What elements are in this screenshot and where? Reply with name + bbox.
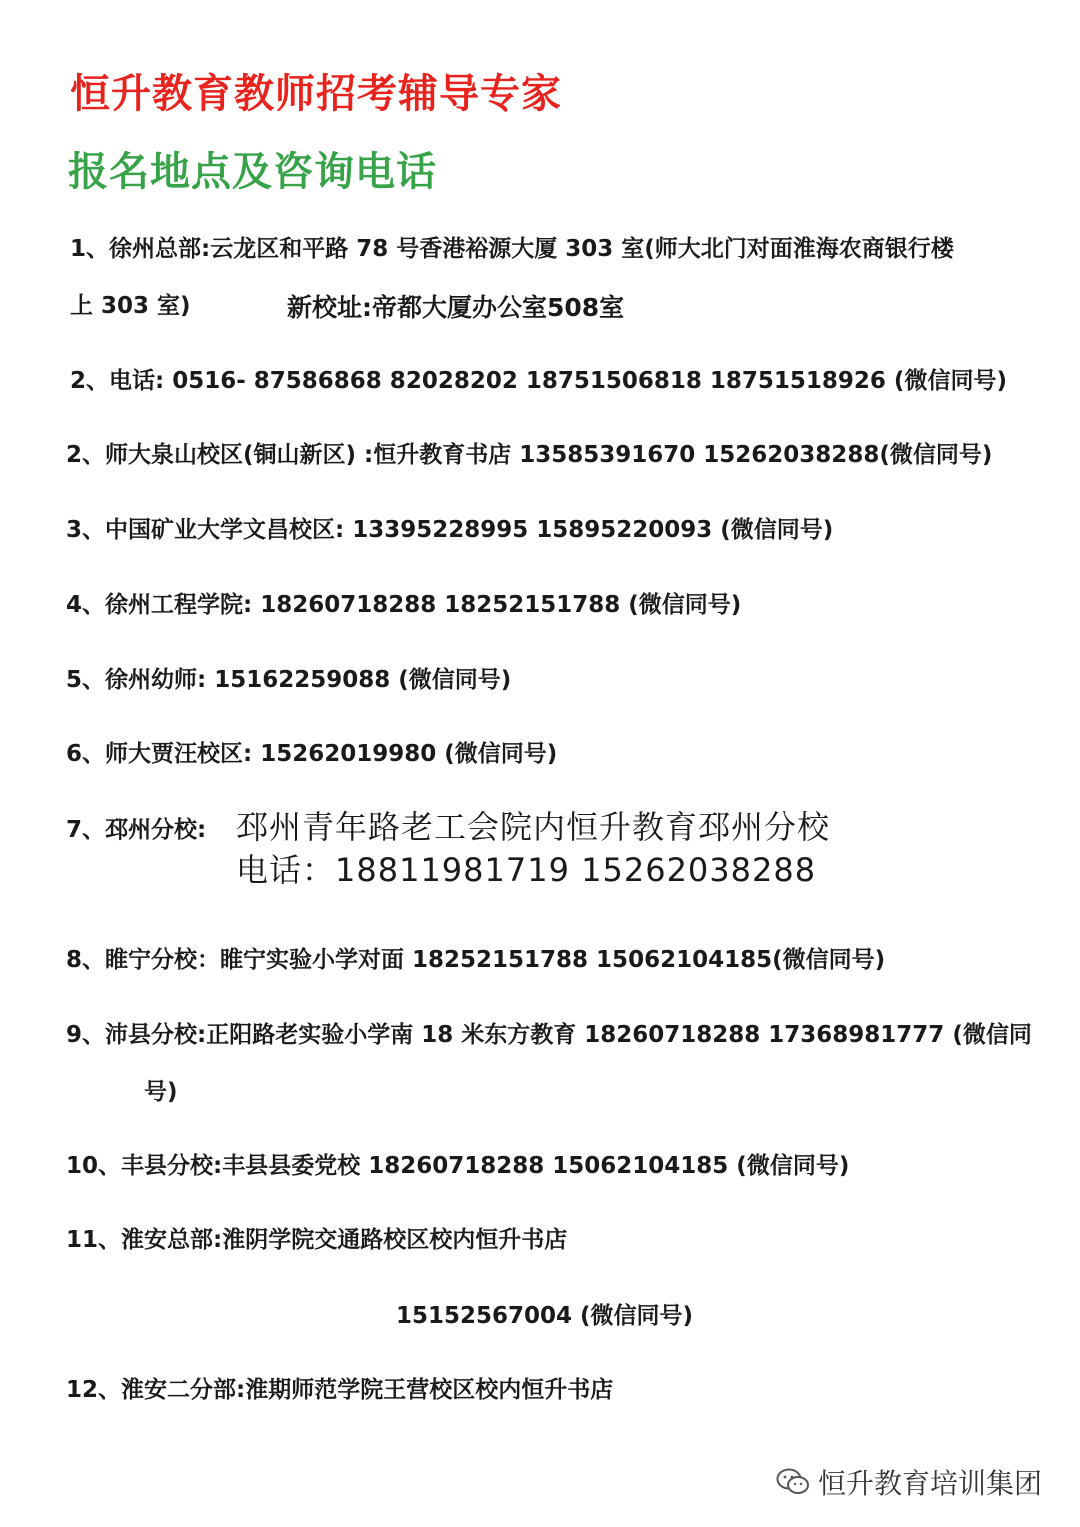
entry-7-phone: 电话：18811981719 15262038288 bbox=[236, 851, 817, 889]
entry-8: 8、睢宁分校：睢宁实验小学对面 18252151788 15062104185(微信同号) bbox=[66, 947, 886, 973]
entry-9-line-1: 9、沛县分校:正阳路老实验小学南 18 米东方教育 18260718288 17368981777 (微信同 bbox=[66, 1022, 1032, 1048]
entry-6: 6、师大贾汪校区: 15262019980 (微信同号) bbox=[66, 741, 558, 767]
entry-1-line-1: 1、徐州总部:云龙区和平路 78 号香港裕源大厦 303 室(师大北门对面淮海农商银行楼 bbox=[70, 236, 954, 262]
footer-text: 恒升教育培训集团 bbox=[817, 1467, 1042, 1500]
wechat-icon bbox=[776, 1468, 810, 1496]
entry-5: 5、徐州幼师: 15162259088 (微信同号) bbox=[66, 667, 512, 693]
entry-3: 3、中国矿业大学文昌校区: 13395228995 15895220093 (微信同号) bbox=[66, 517, 834, 543]
entry-7-label: 7、邳州分校: bbox=[66, 817, 207, 843]
entry-11-phone: 15152567004 (微信同号) bbox=[396, 1303, 694, 1329]
entry-2-quanshan: 2、师大泉山校区(铜山新区) :恒升教育书店 13585391670 15262038288(微信同号) bbox=[66, 442, 993, 468]
entry-10: 10、丰县分校:丰县县委党校 18260718288 15062104185 (微信同号) bbox=[66, 1153, 850, 1179]
entry-9-line-2: 号) bbox=[144, 1079, 178, 1105]
entry-7-address: 邳州青年路老工会院内恒升教育邳州分校 bbox=[236, 808, 831, 846]
entry-1-new-address: 新校址:帝都大厦办公室508室 bbox=[287, 293, 625, 322]
entry-11: 11、淮安总部:淮阴学院交通路校区校内恒升书店 bbox=[66, 1227, 568, 1253]
entry-1-line-2: 上 303 室) bbox=[70, 293, 191, 319]
entry-4: 4、徐州工程学院: 18260718288 18252151788 (微信同号) bbox=[66, 592, 742, 618]
footer-brand bbox=[776, 1462, 1042, 1502]
entry-12: 12、淮安二分部:淮期师范学院王营校区校内恒升书店 bbox=[66, 1377, 614, 1403]
entry-2-phone: 2、电话: 0516- 87586868 82028202 18751506818 18751518926 (微信同号) bbox=[70, 368, 1007, 394]
page-subtitle: 报名地点及咨询电话 bbox=[68, 149, 437, 195]
page-title: 恒升教育教师招考辅导专家 bbox=[70, 71, 562, 117]
